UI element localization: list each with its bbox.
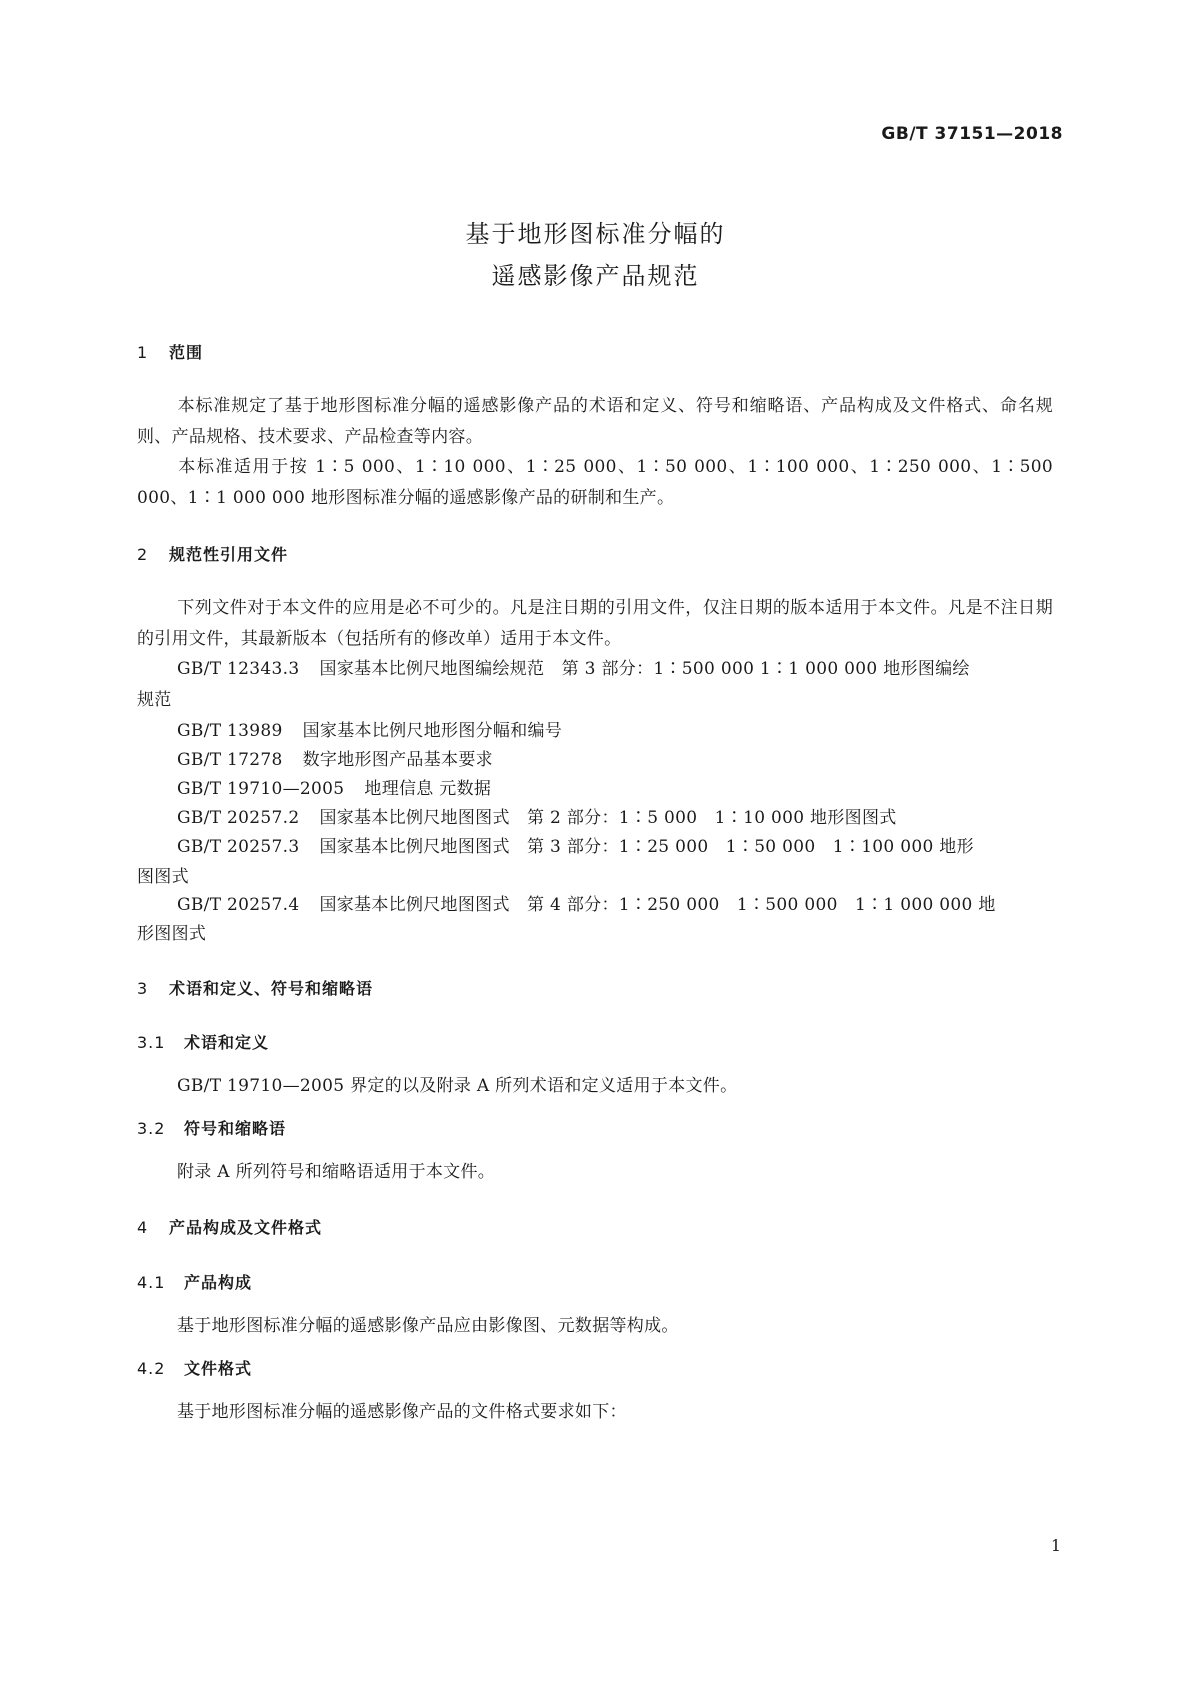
- section-title: 符号和缩略语: [184, 1119, 287, 1138]
- section-title: 规范性引用文件: [169, 545, 289, 564]
- section-number: 3: [137, 979, 149, 998]
- section-1-heading: [137, 340, 203, 363]
- reference-item: [177, 716, 562, 741]
- page-number: 1: [1050, 1536, 1061, 1555]
- reference-title: 国家基本比例尺地图图式 第 3 部分：1∶25 000 1∶50 000 1∶100 000 地形: [319, 837, 974, 857]
- section-number: 4: [137, 1218, 149, 1237]
- section-4-1-text: 基于地形图标准分幅的遥感影像产品应由影像图、元数据等构成。: [177, 1316, 679, 1336]
- section-1-paragraph-1: 本标准规定了基于地形图标准分幅的遥感影像产品的术语和定义、符号和缩略语、产品构成及文件格式、命名规则、产品规格、技术要求、产品检查等内容。: [137, 396, 1053, 447]
- section-title: 产品构成及文件格式: [169, 1218, 323, 1237]
- section-2-heading: [137, 542, 288, 565]
- reference-item: [177, 774, 491, 799]
- reference-code: GB/T 20257.3: [177, 837, 300, 857]
- section-number: 4.2: [137, 1359, 166, 1378]
- section-3-2-heading: [137, 1116, 286, 1139]
- reference-code: GB/T 19710—2005: [177, 779, 345, 799]
- reference-continuation: 规范: [137, 690, 172, 710]
- section-number: 2: [137, 545, 149, 564]
- section-number: 4.1: [137, 1273, 166, 1292]
- reference-code: GB/T 12343.3: [177, 659, 300, 679]
- section-4-2-heading: [137, 1356, 252, 1379]
- section-title: 术语和定义、符号和缩略语: [169, 979, 374, 998]
- reference-item: [177, 803, 897, 828]
- document-title-line2: 遥感影像产品规范: [491, 262, 700, 290]
- section-4-heading: [137, 1215, 322, 1238]
- section-title: 范围: [169, 343, 204, 362]
- section-4-1-heading: [137, 1270, 252, 1293]
- section-1-paragraph-2: 本标准适用于按 1∶5 000、1∶10 000、1∶25 000、1∶50 000、1∶100 000、1∶250 000、1∶500 000、1∶1 000 000 地形图标准分幅的遥感影像产品的研制和生产。: [137, 457, 1053, 508]
- reference-code: GB/T 20257.4: [177, 895, 300, 915]
- reference-title: 地理信息 元数据: [364, 779, 492, 799]
- reference-title: 国家基本比例尺地图图式 第 2 部分：1∶5 000 1∶10 000 地形图图式: [319, 808, 897, 828]
- reference-item: [177, 654, 970, 679]
- reference-title: 数字地形图产品基本要求: [302, 750, 493, 770]
- section-3-1-heading: [137, 1030, 269, 1053]
- section-3-2-text: 附录 A 所列符号和缩略语适用于本文件。: [177, 1162, 496, 1182]
- reference-code: GB/T 20257.2: [177, 808, 300, 828]
- section-3-1-text: GB/T 19710—2005 界定的以及附录 A 所列术语和定义适用于本文件。: [177, 1076, 738, 1096]
- reference-title: 国家基本比例尺地图编绘规范 第 3 部分：1∶500 000 1∶1 000 000 地形图编绘: [319, 659, 970, 679]
- reference-item: [177, 890, 996, 915]
- section-4-2-text: 基于地形图标准分幅的遥感影像产品的文件格式要求如下：: [177, 1402, 627, 1422]
- reference-item: [177, 745, 493, 770]
- section-2-intro: 下列文件对于本文件的应用是必不可少的。凡是注日期的引用文件，仅注日期的版本适用于本文件。凡是不注日期的引用文件，其最新版本（包括所有的修改单）适用于本文件。: [137, 598, 1053, 649]
- reference-code: GB/T 17278: [177, 750, 283, 770]
- reference-title: 国家基本比例尺地形图分幅和编号: [302, 721, 563, 741]
- reference-continuation: 形图图式: [137, 924, 207, 944]
- section-number: 3.2: [137, 1119, 166, 1138]
- reference-code: GB/T 13989: [177, 721, 283, 741]
- section-title: 术语和定义: [184, 1033, 270, 1052]
- document-title-line1: 基于地形图标准分幅的: [465, 220, 726, 248]
- standard-number: GB/T 37151—2018: [881, 124, 1063, 144]
- reference-item: [177, 832, 974, 857]
- section-number: 1: [137, 343, 149, 362]
- section-title: 产品构成: [184, 1273, 253, 1292]
- reference-continuation: 图图式: [137, 867, 189, 887]
- section-number: 3.1: [137, 1033, 166, 1052]
- section-title: 文件格式: [184, 1359, 253, 1378]
- section-3-heading: [137, 976, 373, 999]
- reference-title: 国家基本比例尺地图图式 第 4 部分：1∶250 000 1∶500 000 1∶1 000 000 地: [319, 895, 996, 915]
